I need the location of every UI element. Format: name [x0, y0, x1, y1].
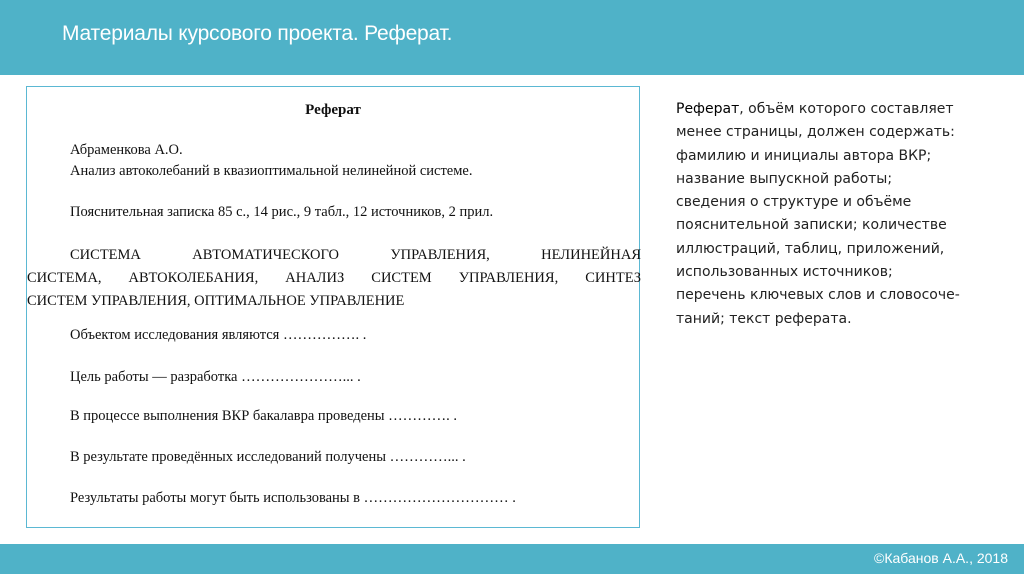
document-keywords [27, 244, 641, 313]
document-author: Абраменкова А.О. [70, 142, 183, 158]
abstract-document-frame [26, 86, 640, 528]
slide-header [0, 0, 1024, 75]
keywords-line: СИСТЕМА, АВТОКОЛЕБАНИЯ, АНАЛИЗ СИСТЕМ УПРАВЛЕНИЯ, СИНТЕЗ [27, 270, 641, 286]
abstract-description [676, 98, 1006, 331]
description-line: таний; текст реферата. [676, 310, 852, 327]
description-line: сведения о структуре и объёме [676, 194, 912, 211]
description-line: пояснительной записки; количестве [676, 217, 947, 234]
document-topic: Анализ автоколебаний в квазиоптимальной нелинейной системе. [70, 163, 473, 179]
keywords-line: СИСТЕМ УПРАВЛЕНИЯ, ОПТИМАЛЬНОЕ УПРАВЛЕНИЕ [27, 293, 405, 309]
document-object: Объектом исследования являются ……………. . [70, 327, 367, 343]
document-process: В процессе выполнения ВКР бакалавра проведены …………. . [70, 408, 458, 424]
keywords-line: СИСТЕМА АВТОМАТИЧЕСКОГО УПРАВЛЕНИЯ, НЕЛИНЕЙНАЯ [70, 247, 641, 263]
document-heading: Реферат [305, 102, 361, 118]
description-line-text: , объём которого составляет [739, 101, 954, 117]
document-results: В результате проведённых исследований получены …………... . [70, 449, 466, 465]
document-usage: Результаты работы могут быть использованы в ………………………… . [70, 490, 516, 506]
description-lead-word: Реферат [676, 101, 740, 117]
description-line: название выпускной работы; [676, 170, 893, 187]
description-line [676, 98, 1006, 121]
slide-footer [0, 544, 1024, 574]
copyright-text: ©Кабанов А.А., 2018 [874, 550, 1008, 566]
description-line: фамилию и инициалы автора ВКР; [676, 147, 932, 164]
document-summary: Пояснительная записка 85 с., 14 рис., 9 табл., 12 источников, 2 прил. [70, 204, 494, 220]
description-line: иллюстраций, таблиц, приложений, [676, 240, 945, 257]
slide-title: Материалы курсового проекта. Реферат. [62, 22, 453, 45]
description-line: использованных источников; [676, 264, 893, 281]
description-line: менее страницы, должен содержать: [676, 124, 955, 141]
document-goal: Цель работы — разработка …………………... . [70, 369, 361, 385]
description-line: перечень ключевых слов и словосоче- [676, 287, 960, 304]
